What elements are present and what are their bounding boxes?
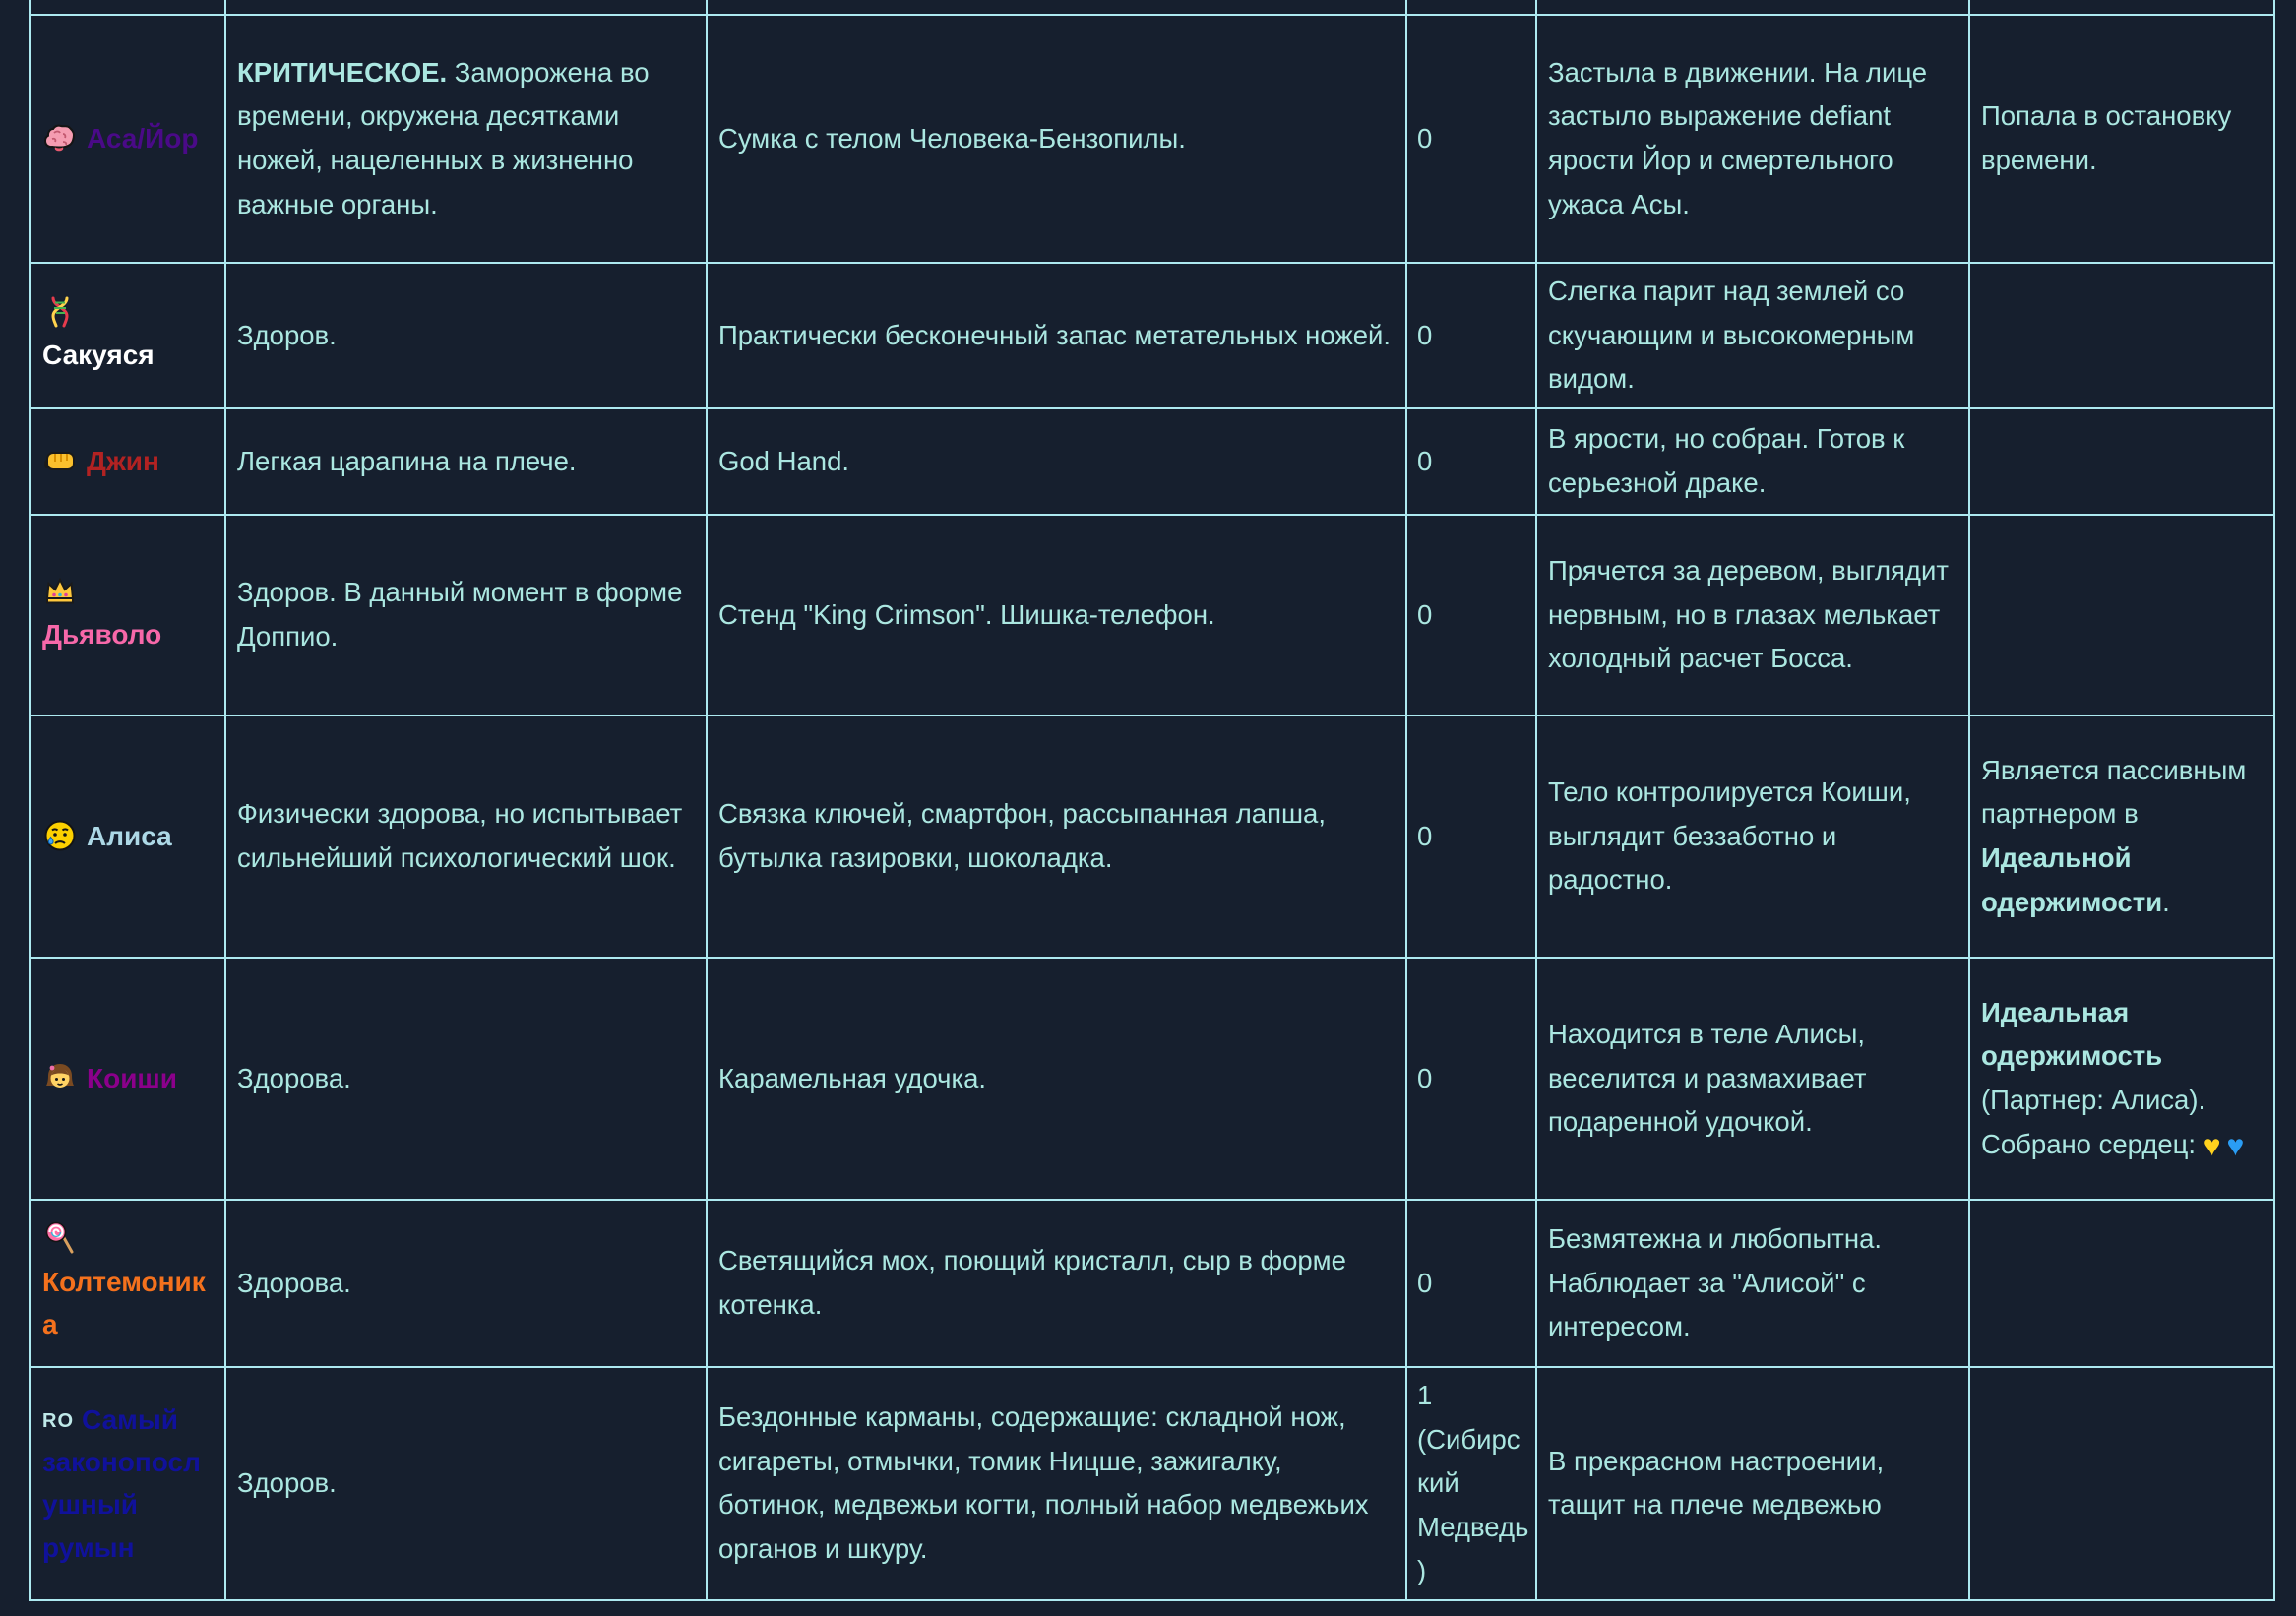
character-status-table-wrap: [29, 0, 2275, 1601]
clipped-cell: [707, 0, 1406, 15]
state-cell: В ярости, но собран. Готов к серьезной драке.: [1536, 408, 1969, 515]
inventory-cell: Стенд "King Crimson". Шишка-телефон.: [707, 515, 1406, 715]
kills-cell: 0: [1406, 515, 1536, 715]
character-name-cell: [30, 408, 225, 515]
character-name: Джин: [87, 446, 159, 477]
character-status-table: [29, 0, 2275, 1601]
status-cell: Здорова.: [225, 958, 707, 1200]
inventory-cell: Связка ключей, смартфон, рассыпанная лапша, бутылка газировки, шоколадка.: [707, 715, 1406, 958]
kills-cell: 0: [1406, 715, 1536, 958]
notes-cell: Идеальная одержимость (Партнер: Алиса). Собрано сердец: ♥ ♥: [1969, 958, 2274, 1200]
inventory-cell: Бездонные карманы, содержащие: складной нож, сигареты, отмычки, томик Ницше, зажигалку, ботинок, медвежьи когти, полный набор медвежьих органов и шкуру.: [707, 1367, 1406, 1600]
sad-tear-face-emoji: [42, 818, 78, 853]
inventory-cell: Практически бесконечный запас метательных ножей.: [707, 263, 1406, 408]
status-cell: Физически здорова, но испытывает сильнейший психологический шок.: [225, 715, 707, 958]
character-row: [30, 958, 2274, 1200]
blue-heart-icon: ♥: [2226, 1129, 2245, 1162]
notes-cell: [1969, 1367, 2274, 1600]
kills-cell: 0: [1406, 408, 1536, 515]
girl-emoji: [42, 1060, 78, 1095]
state-cell: Тело контролируется Коиши, выглядит беззаботно и радостно.: [1536, 715, 1969, 958]
notes-cell: Является пассивным партнером в Идеальной одержимости.: [1969, 715, 2274, 958]
inventory-cell: Сумка с телом Человека-Бензопилы.: [707, 15, 1406, 263]
character-name-cell: [30, 515, 225, 715]
status-cell: Здоров.: [225, 263, 707, 408]
character-row: [30, 515, 2274, 715]
dna-emoji: [42, 294, 214, 330]
notes-cell: [1969, 263, 2274, 408]
character-row: [30, 1367, 2274, 1600]
clipped-cell: [1969, 0, 2274, 15]
character-row: [30, 263, 2274, 408]
character-row: [30, 408, 2274, 515]
character-table-body: [30, 0, 2274, 1600]
state-cell: Безмятежна и любопытна. Наблюдает за "Алисой" с интересом.: [1536, 1200, 1969, 1367]
notes-cell: [1969, 1200, 2274, 1367]
status-cell: КРИТИЧЕСКОЕ. Заморожена во времени, окружена десятками ножей, нацеленных в жизненно важные органы.: [225, 15, 707, 263]
character-row: [30, 15, 2274, 263]
clipped-top-row: [30, 0, 2274, 15]
inventory-cell: Карамельная удочка.: [707, 958, 1406, 1200]
character-row: [30, 715, 2274, 958]
character-name-cell: [30, 263, 225, 408]
state-cell: Прячется за деревом, выглядит нервным, но в глазах мелькает холодный расчет Босса.: [1536, 515, 1969, 715]
brain-emoji: [42, 120, 78, 155]
character-name: Аса/Йор: [87, 123, 199, 155]
character-name-cell: [30, 1200, 225, 1367]
clipped-cell: [1536, 0, 1969, 15]
inventory-cell: Светящийся мох, поющий кристалл, сыр в форме котенка.: [707, 1200, 1406, 1367]
yellow-heart-icon: ♥: [2203, 1129, 2221, 1162]
notes-cell: [1969, 515, 2274, 715]
character-name-cell: [30, 958, 225, 1200]
kills-cell: 0: [1406, 15, 1536, 263]
flag-romania-icon: RO: [42, 1409, 74, 1432]
state-cell: Слегка парит над землей со скучающим и высокомерным видом.: [1536, 263, 1969, 408]
state-cell: В прекрасном настроении, тащит на плече медвежью: [1536, 1367, 1969, 1600]
character-name: Сакуяся: [42, 340, 155, 371]
character-name-cell: [30, 15, 225, 263]
character-name-cell: [30, 1367, 225, 1600]
crown-emoji: [42, 574, 214, 609]
fist-emoji: [42, 443, 78, 478]
state-cell: Находится в теле Алисы, веселится и размахивает подаренной удочкой.: [1536, 958, 1969, 1200]
kills-cell: 0: [1406, 1200, 1536, 1367]
character-name: Самый законопослушный румын: [42, 1403, 201, 1563]
clipped-cell: [225, 0, 707, 15]
character-row: [30, 1200, 2274, 1367]
status-cell: Здоров. В данный момент в форме Доппио.: [225, 515, 707, 715]
state-cell: Застыла в движении. На лице застыло выражение defiant ярости Йор и смертельного ужаса Асы.: [1536, 15, 1969, 263]
character-name: Коиши: [87, 1063, 177, 1094]
clipped-cell: [1406, 0, 1536, 15]
character-name: Дьяволо: [42, 619, 162, 651]
inventory-cell: God Hand.: [707, 408, 1406, 515]
status-cell: Здорова.: [225, 1200, 707, 1367]
character-name: Алиса: [87, 821, 172, 852]
notes-cell: [1969, 408, 2274, 515]
status-cell: Здоров.: [225, 1367, 707, 1600]
lollipop-emoji: [42, 1221, 214, 1257]
kills-cell: 1 (Сибирский Медведь): [1406, 1367, 1536, 1600]
character-name-cell: [30, 715, 225, 958]
notes-cell: Попала в остановку времени.: [1969, 15, 2274, 263]
kills-cell: 0: [1406, 958, 1536, 1200]
status-cell: Легкая царапина на плече.: [225, 408, 707, 515]
character-name: Колтемоника: [42, 1266, 206, 1339]
kills-cell: 0: [1406, 263, 1536, 408]
clipped-cell: [30, 0, 225, 15]
